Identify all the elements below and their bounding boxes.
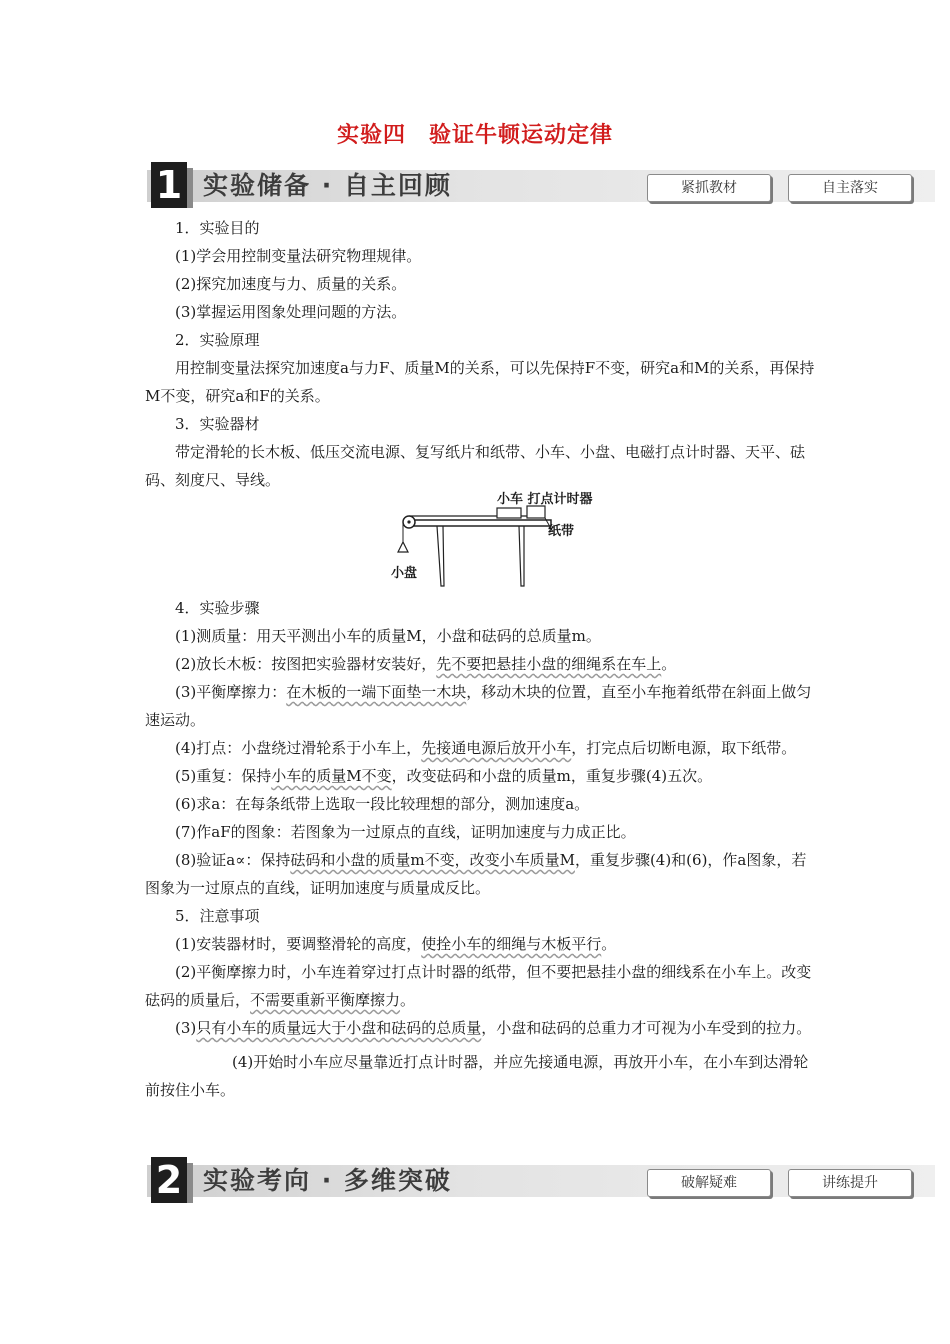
heading-purpose: 1．实验目的 [175, 219, 260, 237]
button-resolve-difficulties[interactable]: 破解疑难 [647, 1169, 771, 1197]
paragraph: 带定滑轮的长木板、低压交流电源、复写纸片和纸带、小车、小盘、电磁打点计时器、天平、砝码、刻度尺、导线。 [145, 443, 806, 489]
heading-steps: 4．实验步骤 [175, 599, 260, 617]
paragraph: (4)开始时小车应尽量靠近打点计时器，并应先接通电源，再放开小车，在小车到达滑轮前按住小车。 [145, 1053, 809, 1099]
paragraph: (2)探究加速度与力、质量的关系。 [175, 275, 407, 293]
heading-equipment: 3．实验器材 [175, 415, 260, 433]
section-number: 2 [151, 1157, 187, 1203]
button-textbook[interactable]: 紧抓教材 [647, 174, 771, 202]
paragraph: (1)学会用控制变量法研究物理规律。 [175, 247, 422, 265]
paragraph: (6)求a：在每条纸带上选取一段比较理想的部分，测加速度a。 [175, 795, 590, 813]
paragraph: (2)平衡摩擦力时，小车连着穿过打点计时器的纸带，但不要把悬挂小盘的细线系在小车上。改变砝码的质量后，不需要重新平衡摩擦力。 [145, 963, 812, 1009]
apparatus-diagram [397, 498, 597, 590]
label-tape: 纸带 [548, 524, 575, 539]
section-banner-1 [147, 162, 935, 208]
paragraph: (3)掌握运用图象处理问题的方法。 [175, 303, 407, 321]
paragraph: (8)验证a∝：保持砝码和小盘的质量m不变，改变小车质量M，重复步骤(4)和(6)，作a图象，若图象为一过原点的直线，证明加速度与质量成反比。 [145, 851, 807, 897]
paragraph: (1)测质量：用天平测出小车的质量M，小盘和砝码的总质量m。 [175, 627, 601, 645]
apparatus-figure [145, 494, 820, 594]
heading-principle: 2．实验原理 [175, 331, 260, 349]
page-title: 实验四 验证牛顿运动定律 [336, 123, 613, 148]
paragraph: (7)作aF的图象：若图象为一过原点的直线，证明加速度与力成正比。 [175, 823, 636, 841]
paragraph: 用控制变量法探究加速度a与力F、质量M的关系，可以先保持F不变，研究a和M的关系，再保持M不变，研究a和F的关系。 [145, 359, 815, 405]
button-practice[interactable]: 讲练提升 [788, 1169, 912, 1197]
section-heading: 实验考向 · 多维突破 [203, 1166, 452, 1195]
label-car-timer: 小车 打点计时器 [497, 492, 593, 507]
paragraph: (2)放长木板：按图把实验器材安装好，先不要把悬挂小盘的细绳系在车上。 [175, 655, 677, 673]
paragraph: (1)安装器材时，要调整滑轮的高度，使拴小车的细绳与木板平行。 [175, 935, 617, 953]
section-heading: 实验储备 · 自主回顾 [203, 171, 452, 200]
document-body [145, 214, 820, 1104]
section-number: 1 [151, 162, 187, 208]
paragraph: (5)重复：保持小车的质量M不变，改变砝码和小盘的质量m，重复步骤(4)五次。 [175, 767, 713, 785]
section-banner-2 [147, 1157, 935, 1203]
paragraph: (4)打点：小盘绕过滑轮系于小车上，先接通电源后放开小车，打完点后切断电源，取下纸带。 [175, 739, 797, 757]
paragraph: (3)平衡摩擦力：在木板的一端下面垫一木块，移动木块的位置，直至小车拖着纸带在斜面上做匀速运动。 [145, 683, 812, 729]
label-pan: 小盘 [391, 566, 418, 581]
button-self-study[interactable]: 自主落实 [788, 174, 912, 202]
heading-notes: 5．注意事项 [175, 907, 260, 925]
paragraph: (3)只有小车的质量远大于小盘和砝码的总质量，小盘和砝码的总重力才可视为小车受到的拉力。 [175, 1019, 812, 1037]
